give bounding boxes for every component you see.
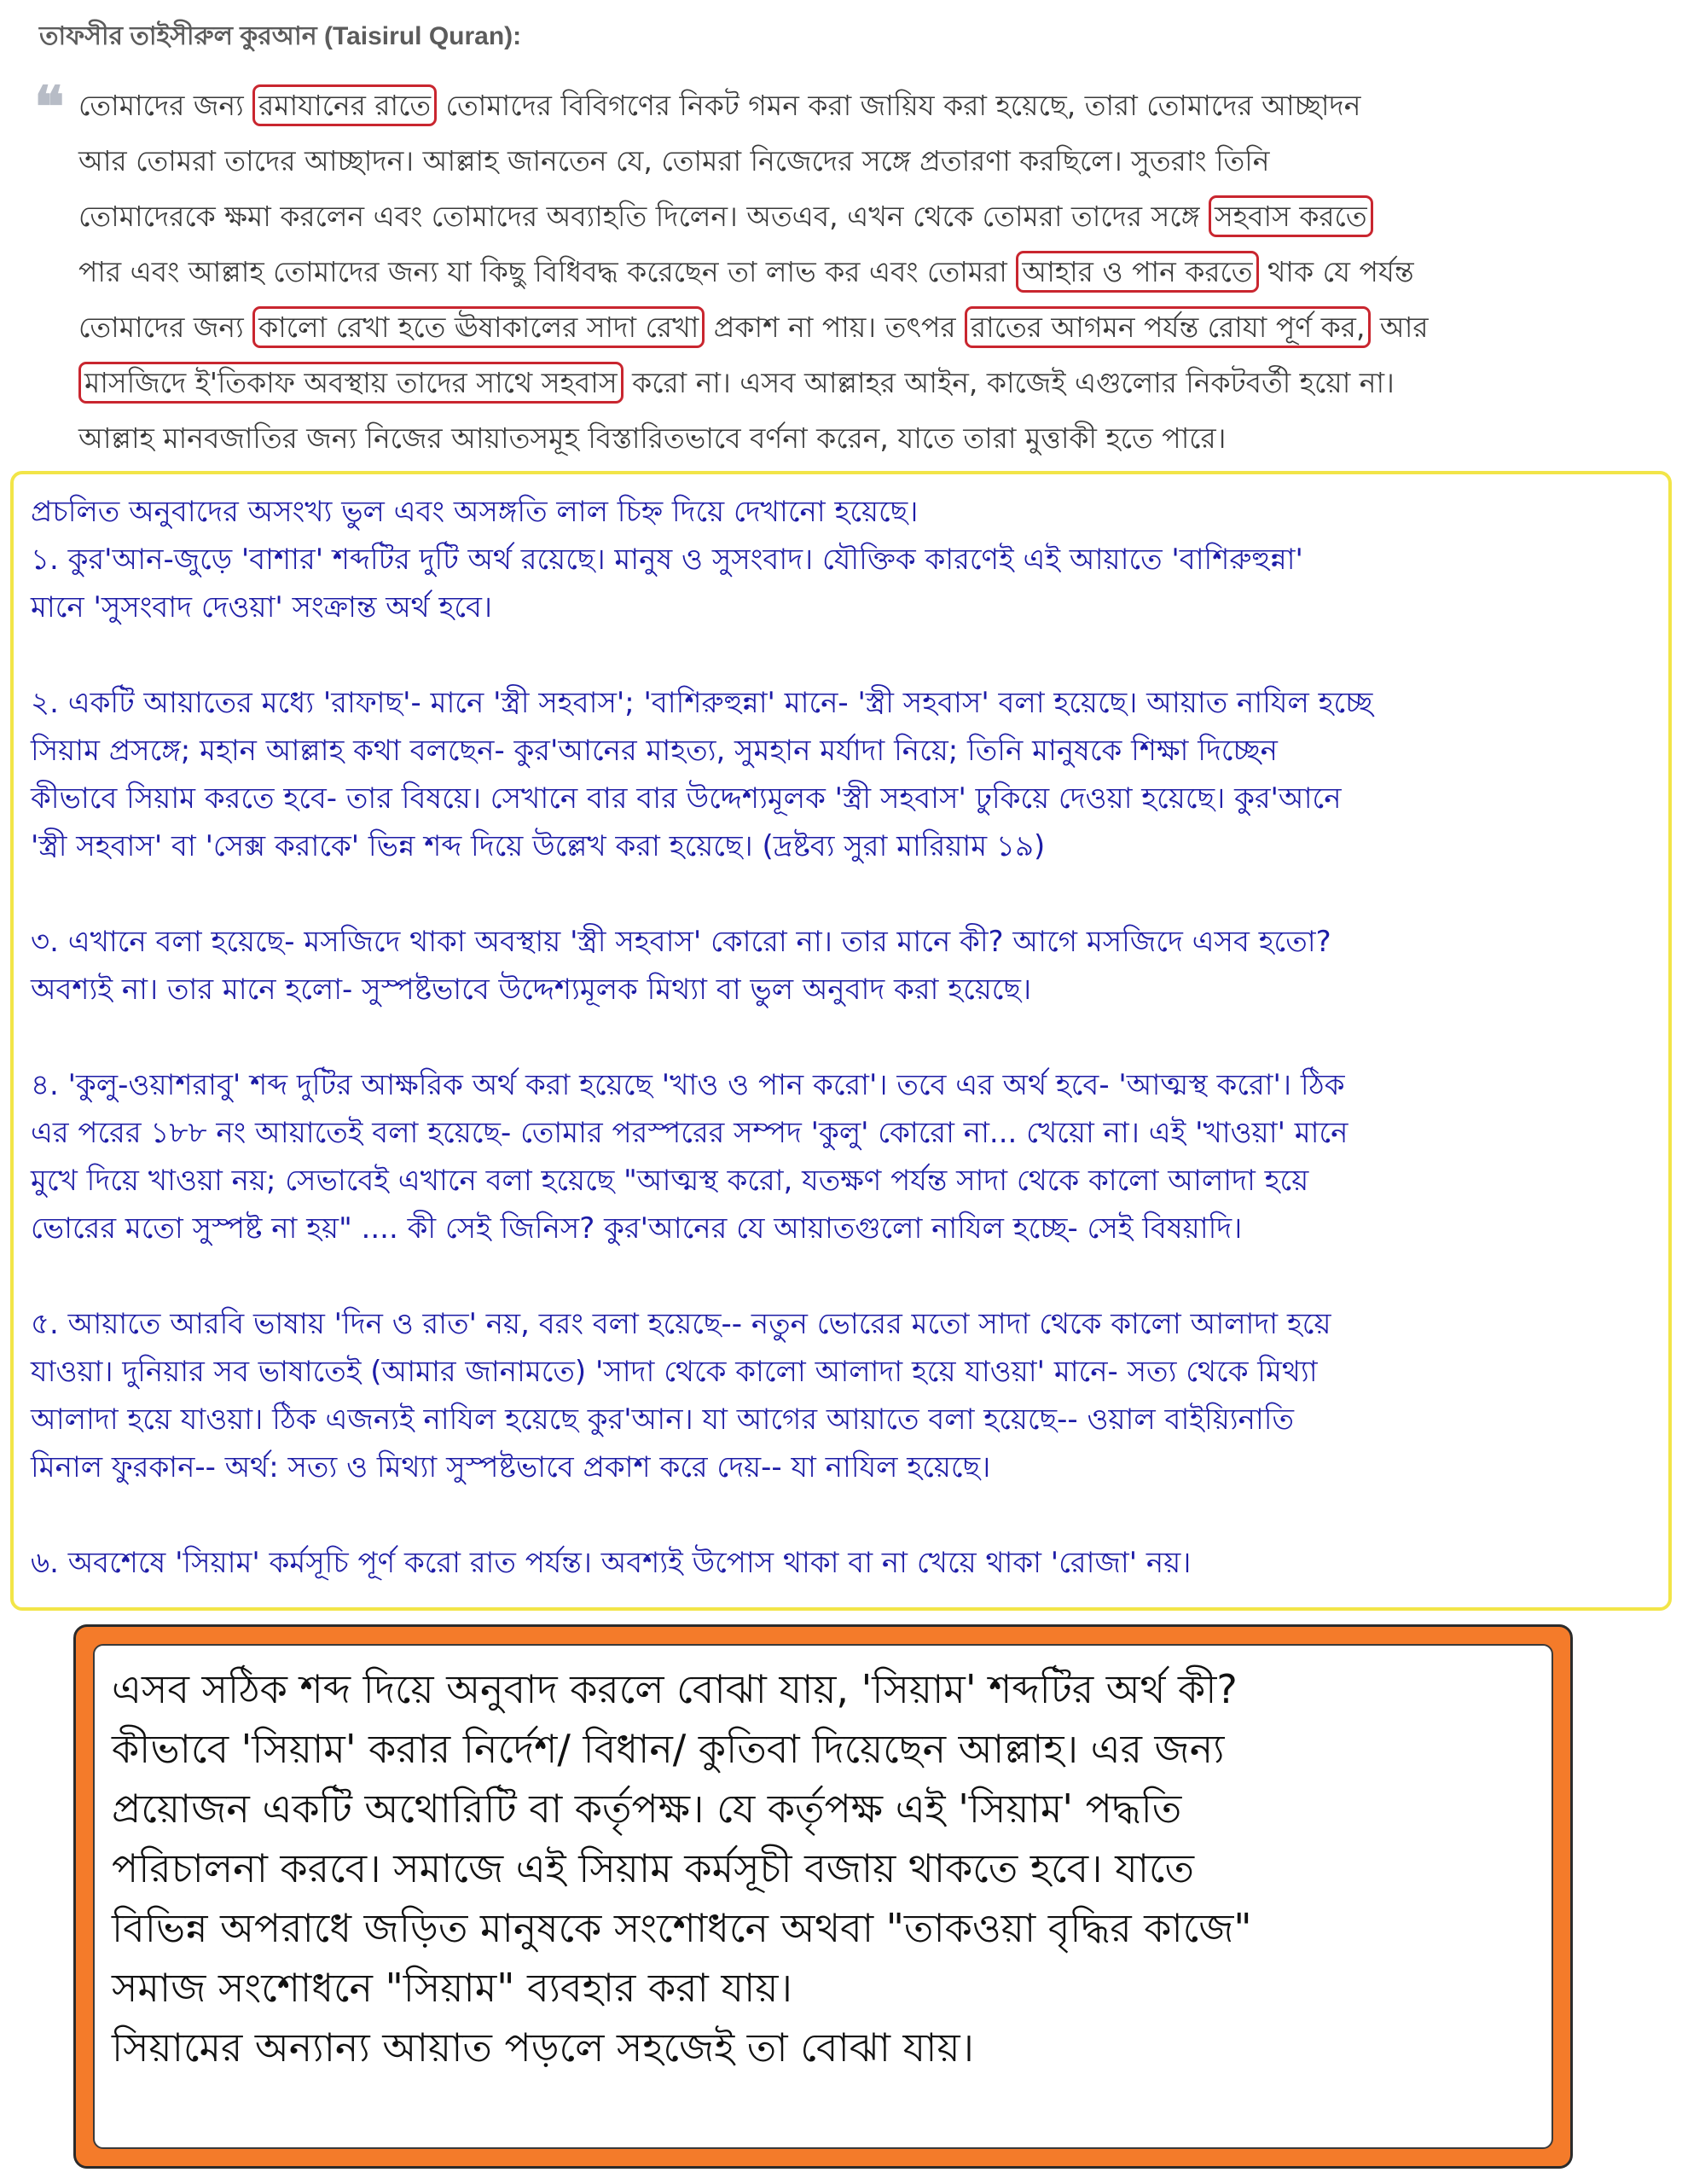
critique-intro [31,488,1668,631]
critique-line: এর পরের ১৮৮ নং আয়াতেই বলা হয়েছে- তোমার পরস্পরের সম্পদ 'কুলু' কোরো না... খেয়ো না। এই 'খাওয়া' মানে [31,1116,1348,1150]
conclusion-frame [73,1624,1573,2169]
quote-line [78,359,1656,415]
quote-segment: আর [1371,311,1429,344]
conclusion-box [93,1644,1553,2149]
critique-box [10,471,1672,1611]
conclusion-line: বিভিন্ন অপরাধে জড়িত মানুষকে সংশোধনে অথবা "তাকওয়া বৃদ্ধির কাজে" [112,1905,1252,1951]
critique-point-2 [31,679,1668,870]
critique-line: মুখে দিয়ে খাওয়া নয়; সেভাবেই এখানে বলা হয়েছে "আত্মস্থ করো, যতক্ষণ পর্যন্ত সাদা থেকে কালো আলাদা হয়ে [31,1164,1309,1198]
conclusion-line: সিয়ামের অন্যান্য আয়াত পড়লে সহজেই তা বোঝা যায়। [112,2024,974,2071]
critique-line: আলাদা হয়ে যাওয়া। ঠিক এজন্যই নাযিল হয়েছে কুর'আন। যা আগের আয়াতে বলা হয়েছে-- ওয়াল বাইয়্যিনাতি [31,1403,1294,1437]
quote-segment: তোমাদেরকে ক্ষমা করলেন এবং তোমাদের অব্যাহতি দিলেন। অতএব, এখন থেকে তোমরা তাদের সঙ্গে [78,200,1209,233]
critique-line: যাওয়া। দুনিয়ার সব ভাষাতেই (আমার জানামতে) 'সাদা থেকে কালো আলাদা হয়ে যাওয়া' মানে- সত্য থেকে মিথ্যা [31,1355,1318,1389]
quote-segment: প্রকাশ না পায়। তৎপর [705,311,966,344]
conclusion-line: এসব সঠিক শব্দ দিয়ে অনুবাদ করলে বোঝা যায়, 'সিয়াম' শব্দটির অর্থ কী? [112,1666,1238,1712]
critique-line: সিয়াম প্রসঙ্গে; মহান আল্লাহ কথা বলছেন- কুর'আনের মাহত্য, সুমহান মর্যাদা নিয়ে; তিনি মানুষকে শিক্ষা দিচ্ছেন [31,734,1278,768]
highlighted-phrase: কালো রেখা হতে ঊষাকালের সাদা রেখা [252,306,705,348]
conclusion-line: পরিচালনা করবে। সমাজে এই সিয়াম কর্মসূচী বজায় থাকতে হবে। যাতে [112,1845,1195,1891]
quote-segment: তোমাদের জন্য [78,89,253,122]
conclusion-line: সমাজ সংশোধনে "সিয়াম" ব্যবহার করা যায়। [112,1965,792,2011]
critique-point-4 [31,1061,1668,1252]
quote-segment: থাক যে পর্যন্ত [1258,255,1414,288]
critique-point-5 [31,1300,1668,1491]
quote-segment: আল্লাহ মানবজাতির জন্য নিজের আয়াতসমূহ বিস্তারিতভাবে বর্ণনা করেন, যাতে তারা মুত্তাকী হতে পারে। [78,421,1227,455]
quote-line [78,193,1656,248]
quote-line [78,415,1656,470]
highlighted-phrase: সহবাস করতে [1209,195,1373,237]
quote-line [78,82,1656,137]
critique-line: মিনাল ফুরকান-- অর্থ: সত্য ও মিথ্যা সুস্পষ্টভাবে প্রকাশ করে দেয়-- যা নাযিল হয়েছে। [31,1450,991,1484]
critique-line: ৫. আয়াতে আরবি ভাষায় 'দিন ও রাত' নয়, বরং বলা হয়েছে-- নতুন ভোরের মতো সাদা থেকে কালো আলাদা হয়ে [31,1307,1331,1341]
critique-line: ২. একটি আয়াতের মধ্যে 'রাফাছ'- মানে 'স্ত্রী সহবাস'; 'বাশিরুহুন্না' মানে- 'স্ত্রী সহবাস' বলা হয়েছে। আয়াত নাযিল হচ্ছে [31,686,1373,720]
quote-segment: পার এবং আল্লাহ তোমাদের জন্য যা কিছু বিধিবদ্ধ করেছেন তা লাভ কর এবং তোমরা [78,255,1017,288]
critique-line: 'স্ত্রী সহবাস' বা 'সেক্স করাকে' ভিন্ন শব্দ দিয়ে উল্লেখ করা হয়েছে। (দ্রষ্টব্য সুরা মারিয়াম ১৯) [31,829,1046,863]
critique-line: ১. কুর'আন-জুড়ে 'বাশার' শব্দটির দুটি অর্থ রয়েছে। মানুষ ও সুসংবাদ। যৌক্তিক কারণেই এই আয়াতে 'বাশিরুহুন্না' [31,543,1303,577]
critique-line: কীভাবে সিয়াম করতে হবে- তার বিষয়ে। সেখানে বার বার উদ্দেশ্যমূলক 'স্ত্রী সহবাস' ঢুকিয়ে দেওয়া হয়েছে। কুর'আনে [31,781,1342,816]
conclusion-line: কীভাবে 'সিয়াম' করার নির্দেশ/ বিধান/ কুতিবা দিয়েছেন আল্লাহ। এর জন্য [112,1726,1225,1772]
critique-line: ভোরের মতো সুস্পষ্ট না হয়" .... কী সেই জিনিস? কুর'আনের যে আয়াতগুলো নাযিল হচ্ছে- সেই বিষয়াদি। [31,1211,1243,1246]
critique-line: ৬. অবশেষে 'সিয়াম' কর্মসূচি পূর্ণ করো রাত পর্যন্ত। অবশ্যই উপোস থাকা বা না খেয়ে থাকা 'রোজা' নয়। [31,1546,1192,1580]
quote-line [78,304,1656,359]
highlighted-phrase: রাতের আগমন পর্যন্ত রোযা পূর্ণ কর, [965,306,1371,348]
tafsir-header: তাফসীর তাইসীরুল কুরআন (Taisirul Quran): [39,22,522,50]
quote-icon: ❝ [34,73,65,140]
highlighted-phrase: রমাযানের রাতে [252,84,437,126]
quote-segment: করো না। এসব আল্লাহর আইন, কাজেই এগুলোর নিকটবর্তী হয়ো না। [623,366,1395,399]
highlighted-phrase: আহার ও পান করতে [1016,251,1258,293]
critique-point-6 [31,1539,1668,1587]
critique-line: ৪. 'কুলু-ওয়াশরাবু' শব্দ দুটির আক্ষরিক অর্থ করা হয়েছে 'খাও ও পান করো'। তবে এর অর্থ হবে- 'আত্মস্থ করো'। ঠিক [31,1068,1345,1102]
critique-line: ৩. এখানে বলা হয়েছে- মসজিদে থাকা অবস্থায় 'স্ত্রী সহবাস' কোরো না। তার মানে কী? আগে মসজিদে এসব হতো? [31,925,1331,959]
tafsir-quote [78,82,1656,470]
critique-line: প্রচলিত অনুবাদের অসংখ্য ভুল এবং অসঙ্গতি লাল চিহ্ন দিয়ে দেখানো হয়েছে। [31,495,919,529]
critique-line: মানে 'সুসংবাদ দেওয়া' সংক্রান্ত অর্থ হবে। [31,590,493,624]
quote-segment: তোমাদের বিবিগণের নিকট গমন করা জায়িয করা হয়েছে, তারা তোমাদের আচ্ছাদন [437,89,1361,122]
quote-line [78,137,1656,193]
quote-segment: আর তোমরা তাদের আচ্ছাদন। আল্লাহ জানতেন যে, তোমরা নিজেদের সঙ্গে প্রতারণা করছিলে। সুতরাং তিনি [78,144,1270,177]
quote-segment: তোমাদের জন্য [78,311,253,344]
critique-line: অবশ্যই না। তার মানে হলো- সুস্পষ্টভাবে উদ্দেশ্যমূলক মিথ্যা বা ভুল অনুবাদ করা হয়েছে। [31,973,1032,1007]
critique-point-3 [31,918,1668,1014]
quote-line [78,248,1656,304]
conclusion-line: প্রয়োজন একটি অথোরিটি বা কর্তৃপক্ষ। যে কর্তৃপক্ষ এই 'সিয়াম' পদ্ধতি [112,1786,1182,1832]
highlighted-phrase: মাসজিদে ই'তিকাফ অবস্থায় তাদের সাথে সহবাস [78,362,624,404]
